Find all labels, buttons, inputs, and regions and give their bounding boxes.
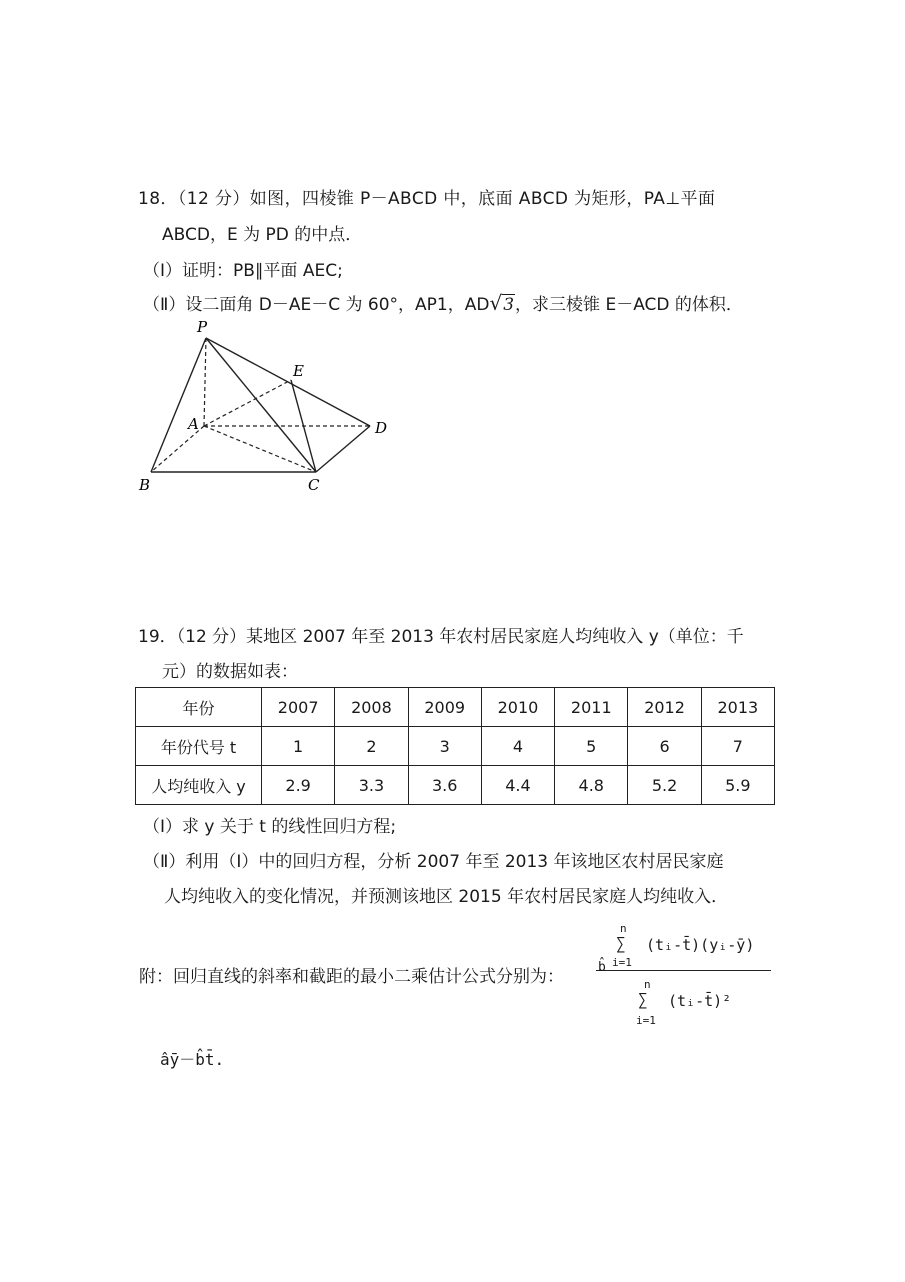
q18-part2-text: （Ⅱ）设二面角 D－AE－C 为 60°，AP1，AD [143, 295, 490, 315]
q18-part1: （Ⅰ）证明：PB∥平面 AEC; [143, 261, 343, 281]
table-cell: 6 [628, 727, 701, 766]
table-cell: 4.4 [481, 766, 554, 805]
intercept-formula: âȳ－b̂t̄. [160, 1050, 225, 1069]
table-cell: 2008 [335, 688, 408, 727]
label-D: D [375, 419, 388, 437]
edge-PC [206, 338, 316, 472]
table-cell: 3.6 [408, 766, 481, 805]
denominator-expr: (tᵢ-t̄)² [668, 992, 732, 1010]
table-row [136, 688, 775, 727]
income-table [135, 687, 775, 805]
formula-numerator [604, 922, 774, 972]
q18-part2-tail: ，求三棱锥 E－ACD 的体积． [515, 295, 743, 315]
q19-part2-line1: （Ⅱ）利用（Ⅰ）中的回归方程，分析 2007 年至 2013 年该地区农村居民家庭 [143, 852, 724, 872]
formula-note: 附：回归直线的斜率和截距的最小二乘估计公式分别为： [139, 967, 564, 987]
sqrt-symbol: √3 [489, 291, 515, 315]
table-cell: 2012 [628, 688, 701, 727]
q19-part2-line2: 人均纯收入的变化情况，并预测该地区 2015 年农村居民家庭人均纯收入． [164, 887, 729, 907]
table-cell: 2013 [701, 688, 774, 727]
table-cell: 7 [701, 727, 774, 766]
pyramid-figure [130, 315, 400, 500]
sigma-icon: ∑ [638, 990, 648, 1009]
table-cell: 人均纯收入 y [136, 766, 262, 805]
edge-AE [204, 380, 291, 426]
edge-AC [204, 426, 316, 472]
label-P: P [197, 318, 208, 336]
sum-bottom: i=1 [612, 956, 632, 969]
table-cell: 1 [262, 727, 335, 766]
table-cell: 5.9 [701, 766, 774, 805]
table-row [136, 766, 775, 805]
table-cell: 2010 [481, 688, 554, 727]
label-B: B [139, 476, 151, 494]
table-cell: 2011 [555, 688, 628, 727]
q19-statement-line1: 19．（12 分）某地区 2007 年至 2013 年农村居民家庭人均纯收入 y（单位：千 [138, 627, 744, 647]
regression-formula [596, 922, 771, 1032]
q18-statement-line1: 18．（12 分）如图，四棱锥 P－ABCD 中，底面 ABCD 为矩形，PA⊥平面 [138, 189, 716, 209]
table-cell: 2007 [262, 688, 335, 727]
label-C: C [308, 476, 320, 494]
table-cell: 年份代号 t [136, 727, 262, 766]
table-cell: 2009 [408, 688, 481, 727]
table-cell: 5.2 [628, 766, 701, 805]
label-A: A [188, 415, 199, 433]
q18-statement-line2: ABCD，E 为 PD 的中点． [162, 225, 363, 245]
q18-part2 [143, 290, 743, 315]
edge-PA [204, 338, 206, 426]
b-hat: b̂ [598, 960, 606, 975]
table-cell: 5 [555, 727, 628, 766]
sqrt-value: 3 [503, 295, 515, 315]
fraction-bar [596, 970, 771, 971]
label-E: E [293, 362, 304, 380]
table-cell: 2.9 [262, 766, 335, 805]
table-cell: 3.3 [335, 766, 408, 805]
table-cell: 3 [408, 727, 481, 766]
edge-CD [316, 426, 370, 472]
table-cell: 年份 [136, 688, 262, 727]
q19-part1: （Ⅰ）求 y 关于 t 的线性回归方程; [143, 817, 397, 837]
q19-statement-line2: 元）的数据如表： [162, 662, 298, 682]
edge-PB [151, 338, 206, 472]
sum-top-den: n [644, 978, 651, 991]
sum-bottom-den: i=1 [636, 1014, 656, 1027]
table-row [136, 727, 775, 766]
formula-denominator [634, 976, 764, 1032]
table-cell: 2 [335, 727, 408, 766]
table-cell: 4 [481, 727, 554, 766]
sum-top: n [620, 922, 627, 935]
sigma-icon: ∑ [616, 934, 626, 953]
table-cell: 4.8 [555, 766, 628, 805]
numerator-expr: (tᵢ-t̄)(yᵢ-ȳ) [646, 936, 755, 954]
